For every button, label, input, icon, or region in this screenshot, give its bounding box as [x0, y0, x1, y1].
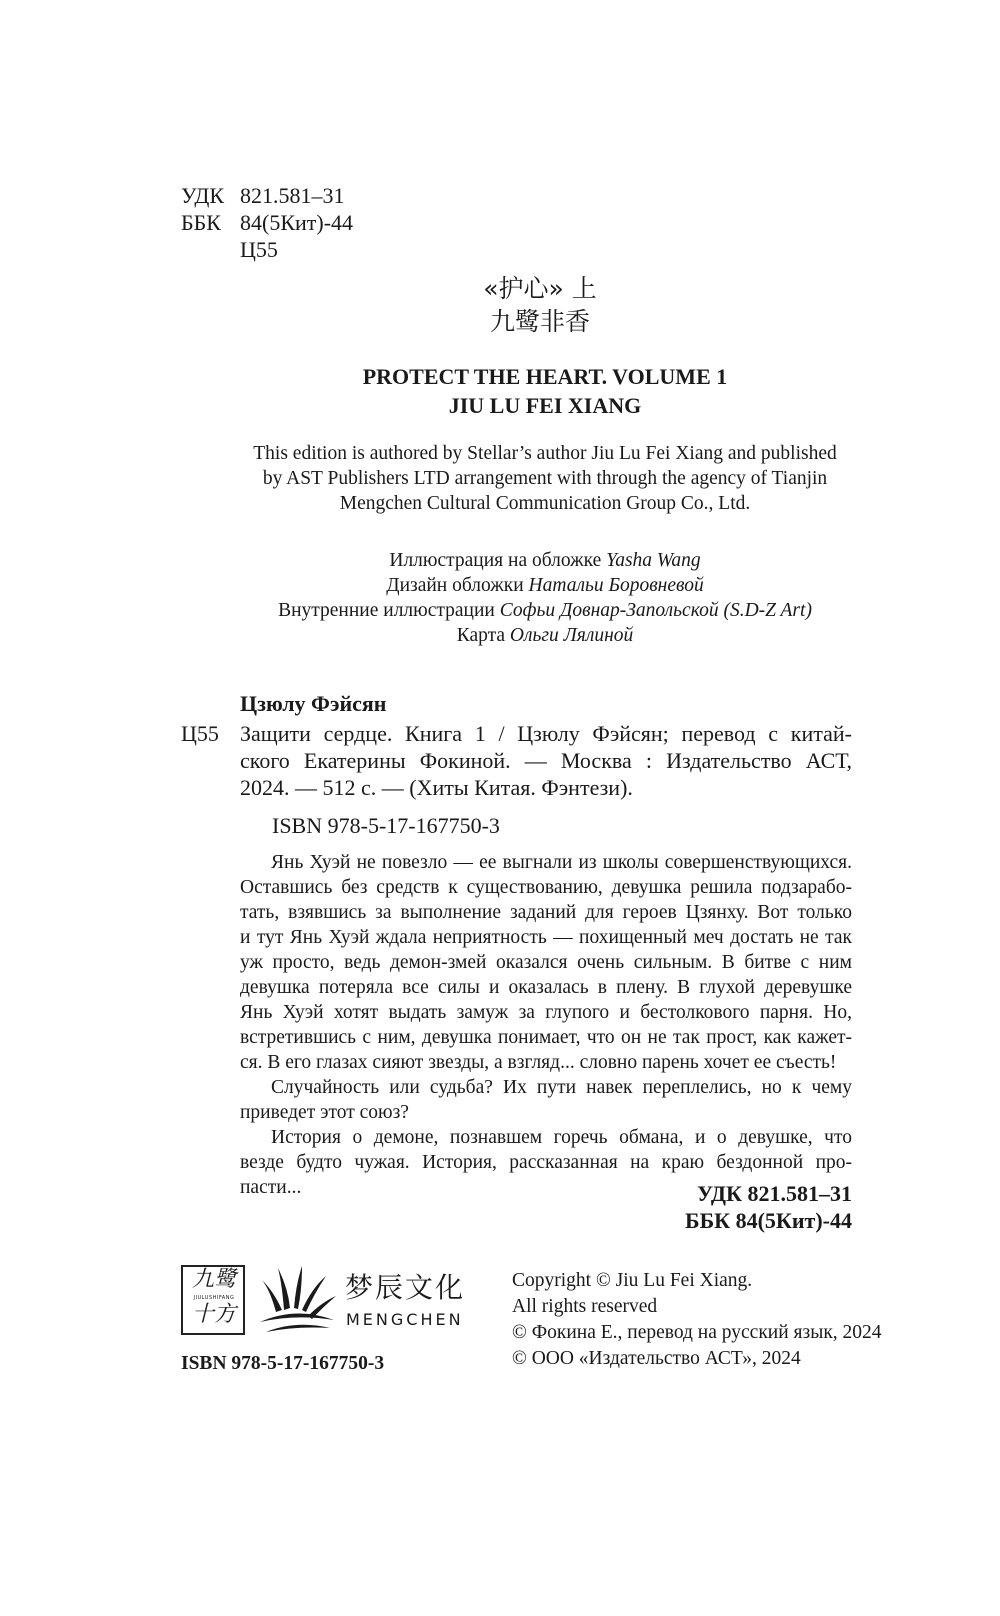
author-mark: Ц55 — [240, 237, 278, 262]
annotation-line: уж просто, ведь демон-змей оказался очень сильным. В битве с ним — [240, 952, 852, 973]
credit-interior-illustrations: Внутренние иллюстрации Софьи Довнар-Запольской (S.D-Z Art) — [278, 600, 812, 621]
annotation-line: тать, взявшись за выполнение заданий для героев Цзянху. Вот только — [240, 902, 852, 923]
logo-box-bottom: 十方 — [191, 1302, 236, 1327]
credit-cover-design: Дизайн обложки Натальи Боровневой — [386, 575, 704, 596]
annotation-line: Янь Хуэй не повезло — ее выгнали из школы совершенствующихся. — [271, 852, 852, 873]
annotation-line: девушка потеряла все силы и оказалась в плену. В глухой деревушке — [240, 977, 852, 998]
mengchen-brand-cn: 梦辰文化 — [345, 1271, 466, 1304]
annotation-line: Оставшись без средств к существованию, девушка решила подзарабо- — [240, 877, 852, 898]
original-title-line2: 九鹭非香 — [489, 307, 590, 336]
credit-map: Карта Ольги Лялиной — [456, 625, 634, 646]
annotation-line: ся. В его глазах сияют звезды, а взгляд... словно парень хочет ее съесть! — [240, 1052, 837, 1073]
copyright-line: © Фокина Е., перевод на русский язык, 2024 — [512, 1322, 882, 1343]
annotation-line: Янь Хуэй хотят выдать замуж за глупого и бестолкового парня. Но, — [240, 1002, 852, 1023]
udk-value: 821.581–31 — [240, 183, 345, 208]
jiulu-shifang-logo — [181, 1265, 253, 1339]
catalog-description-line: ского Екатерины Фокиной. — Москва : Издательство АСТ, — [240, 748, 852, 773]
credits — [225, 548, 865, 648]
annotation — [240, 850, 852, 1200]
catalog-author: Цзюлу Фэйсян — [240, 691, 387, 716]
english-author: JIU LU FEI XIANG — [448, 393, 642, 418]
credit-cover-illustration: Иллюстрация на обложке Yasha Wang — [389, 550, 701, 571]
catalog-description-line: 2024. — 512 с. — (Хиты Китая. Фэнтези). — [240, 775, 633, 800]
copyright-line: © ООО «Издательство АСТ», 2024 — [512, 1348, 801, 1369]
bottom-isbn: ISBN 978-5-17-167750-3 — [181, 1353, 385, 1374]
logo-box-top: 九鹭 — [191, 1267, 236, 1292]
bottom-udk: УДК 821.581–31 — [696, 1181, 852, 1206]
udk-label: УДК — [181, 183, 225, 208]
annotation-line: пасти... — [240, 1177, 302, 1198]
annotation-line: встретившись с ним, девушка понимает, что он не так прост, как кажет- — [240, 1027, 852, 1048]
rights-notice — [225, 441, 865, 516]
copyright-line: All rights reserved — [512, 1296, 658, 1317]
annotation-line: и тут Янь Хуэй ждала неприятность — похищенный меч достать не так — [240, 927, 852, 948]
annotation-line: История о демоне, познавшем горечь обмана, и о девушке, что — [271, 1127, 852, 1148]
annotation-line: Случайность или судьба? Их пути навек переплелись, но к чему — [271, 1077, 852, 1098]
bottom-bbk: ББК 84(5Кит)-44 — [685, 1208, 852, 1233]
english-title — [295, 362, 795, 420]
copyright-block — [512, 1268, 882, 1372]
mengchen-brand-en: MENGCHEN — [346, 1310, 464, 1329]
catalog-mark: Ц55 — [181, 721, 219, 746]
bbk-label: ББК — [181, 210, 221, 235]
catalog-description-line: Защити сердце. Книга 1 / Цзюлу Фэйсян; перевод с китай- — [240, 721, 852, 746]
rights-line: Mengchen Cultural Communication Group Co., Ltd. — [339, 493, 751, 514]
logo-box-small: JIULUSHIFANG — [193, 1295, 235, 1301]
annotation-line: приведет этот союз? — [240, 1102, 409, 1123]
catalog-isbn: ISBN 978-5-17-167750-3 — [272, 813, 500, 838]
annotation-line: везде будто чужая. История, рассказанная на краю бездонной про- — [240, 1152, 852, 1173]
copyright-line: Copyright © Jiu Lu Fei Xiang. — [512, 1270, 753, 1291]
original-title — [440, 272, 640, 338]
original-title-line1: «护心» 上 — [483, 274, 597, 303]
mengchen-emblem-icon — [256, 1262, 338, 1342]
rights-line: by AST Publishers LTD arrangement with through the agency of Tianjin — [262, 468, 828, 489]
english-title-text: PROTECT THE HEART. VOLUME 1 — [362, 364, 728, 389]
rights-line: This edition is authored by Stellar’s author Jiu Lu Fei Xiang and published — [253, 443, 837, 464]
bbk-value: 84(5Кит)-44 — [240, 210, 354, 235]
catalog-description — [240, 720, 852, 801]
bottom-classification — [552, 1180, 852, 1234]
